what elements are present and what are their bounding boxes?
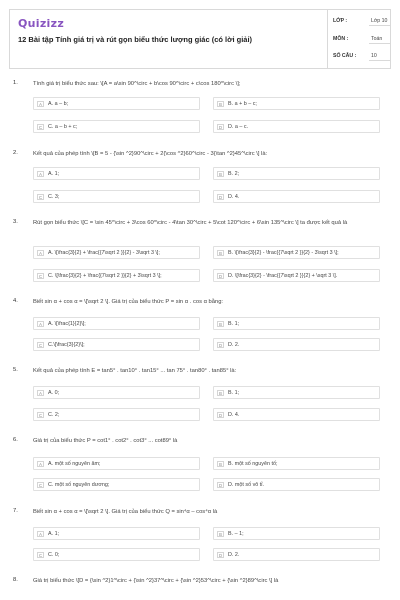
option-letter: C xyxy=(38,343,43,348)
option-letter: A xyxy=(37,461,44,467)
option-a[interactable] xyxy=(33,386,200,399)
option-b[interactable] xyxy=(213,97,380,110)
question-text: Rút gọn biểu thức \[C = \sin 45^\circ + 3\cos 60^\circ - 4\tan 30^\circ + 5\cot 120^\circ + 6\sin 135^\circ \] ta được kết quả là xyxy=(33,220,348,226)
option-c[interactable] xyxy=(33,190,200,203)
question-text: Biết sin α + cos α = \[\sqrt 2 \]. Giá trị của biểu thức P = sin α . cos α bằng: xyxy=(33,299,224,305)
option-letter: C xyxy=(38,413,43,418)
option-text: D. 4. xyxy=(228,194,240,200)
question-number: 1. xyxy=(13,80,18,86)
option-text: A. một số nguyên âm; xyxy=(48,461,101,467)
question-text: Biết sin α + cos α = \[\sqrt 2 \]. Giá trị của biểu thức Q = sin⁴α – cos⁴α là xyxy=(33,509,218,515)
option-text: A. \[\frac{3}{2} + \frac{{7\sqrt 2 }}{2} - 3\sqrt 3 \]; xyxy=(48,250,160,256)
option-letter: A xyxy=(37,250,44,256)
option-b[interactable] xyxy=(213,317,380,330)
option-text: C. a – b + c; xyxy=(48,124,78,130)
question-number: 4. xyxy=(13,298,18,304)
option-letter: D xyxy=(218,553,223,558)
option-a[interactable] xyxy=(33,246,200,259)
option-b[interactable] xyxy=(213,246,380,259)
question-text: Tính giá trị biểu thức sau: \[A = a\sin 90^\circ + b\cos 90^\circ + c\cos 180^\circ \]; xyxy=(33,81,241,87)
option-b[interactable] xyxy=(213,167,380,180)
question-text: Giá trị của biểu thức P = cot1° . cot2° . cot3° ... cot89° là xyxy=(33,438,178,444)
option-letter: A xyxy=(37,531,44,537)
question-number: 7. xyxy=(13,508,18,514)
option-text: A. 0; xyxy=(48,390,60,396)
option-text: D. a – c. xyxy=(228,124,249,130)
option-c[interactable] xyxy=(33,548,200,561)
option-text: B. \[\frac{3}{2} - \frac{{7\sqrt 2 }}{2} - 3\sqrt 3 \]; xyxy=(228,250,339,256)
option-b[interactable] xyxy=(213,527,380,540)
option-text: B. – 1; xyxy=(228,531,244,537)
meta-label: MÔN : xyxy=(333,36,349,42)
option-letter: C xyxy=(38,125,43,130)
option-text: C. 0; xyxy=(48,552,60,558)
option-text: D. \[\frac{3}{2} - \frac{{7\sqrt 2 }}{2} + \sqrt 3 \]. xyxy=(228,273,338,279)
option-text: C. \[\frac{3}{2} + \frac{{7\sqrt 2 }}{2} + 3\sqrt 3 \]; xyxy=(48,273,162,279)
option-letter: B xyxy=(217,101,224,107)
option-letter: B xyxy=(217,171,224,177)
option-d[interactable] xyxy=(213,338,380,351)
meta-value: 10 xyxy=(371,53,377,59)
option-letter: B xyxy=(217,250,224,256)
question-text: Kết quả của phép tính \[B = 5 - {\sin ^2}90^\circ + 2{\cos ^2}60^\circ - 3{\tan ^2}45^\circ \] là: xyxy=(33,151,268,157)
option-text: A. \[\frac{1}{2}\]; xyxy=(48,321,86,327)
question-text: Kết quả của phép tính E = tan5° . tan10° . tan15° ... tan 75° . tan80° . tan85° là: xyxy=(33,368,237,374)
option-d[interactable] xyxy=(213,269,380,282)
option-text: A. 1; xyxy=(48,171,60,177)
option-letter: A xyxy=(37,171,44,177)
option-letter: C xyxy=(38,195,43,200)
option-c[interactable] xyxy=(33,269,200,282)
option-d[interactable] xyxy=(213,408,380,421)
option-text: A. 1; xyxy=(48,531,60,537)
option-text: B. 2; xyxy=(228,171,240,177)
meta-underline xyxy=(369,60,391,61)
option-letter: C xyxy=(38,553,43,558)
option-text: C. một số nguyên dương; xyxy=(48,482,110,488)
question-number: 8. xyxy=(13,577,18,583)
option-text: D. 4. xyxy=(228,412,240,418)
option-text: D. 2. xyxy=(228,552,240,558)
option-letter: B xyxy=(217,321,224,327)
option-a[interactable] xyxy=(33,167,200,180)
option-letter: B xyxy=(217,461,224,467)
option-d[interactable] xyxy=(213,190,380,203)
option-c[interactable] xyxy=(33,408,200,421)
header-divider xyxy=(327,10,328,68)
option-letter: D xyxy=(218,195,223,200)
option-text: D. 2. xyxy=(228,342,240,348)
option-letter: A xyxy=(37,321,44,327)
option-a[interactable] xyxy=(33,97,200,110)
option-letter: C xyxy=(38,274,43,279)
option-text: A. a – b; xyxy=(48,101,69,107)
option-text: B. 1; xyxy=(228,321,240,327)
option-c[interactable] xyxy=(33,478,200,491)
option-letter: D xyxy=(218,413,223,418)
option-text: C. 2; xyxy=(48,412,60,418)
quizizz-logo: Quizizz xyxy=(18,17,65,30)
meta-underline xyxy=(369,43,391,44)
option-b[interactable] xyxy=(213,386,380,399)
option-text: D. một số vô tỉ. xyxy=(228,482,264,488)
option-c[interactable] xyxy=(33,120,200,133)
option-letter: D xyxy=(218,483,223,488)
question-text: Giá trị biểu thức \[D = {\sin ^2}1^\circ + {\sin ^2}37^\circ + {\sin ^2}53^\circ + {\sin ^2}89^\circ \] là xyxy=(33,578,279,584)
option-d[interactable] xyxy=(213,478,380,491)
option-text: B. a + b – c; xyxy=(228,101,257,107)
option-letter: D xyxy=(218,125,223,130)
worksheet-header xyxy=(9,9,391,69)
meta-value: Lớp 10 xyxy=(371,18,388,24)
option-b[interactable] xyxy=(213,457,380,470)
option-a[interactable] xyxy=(33,527,200,540)
option-text: C.\[\frac{3}{2}\]; xyxy=(48,342,85,348)
option-text: B. một số nguyên tố; xyxy=(228,461,278,467)
question-number: 5. xyxy=(13,367,18,373)
worksheet-title: 12 Bài tập Tính giá trị và rút gọn biểu thức lượng giác (có lời giải) xyxy=(18,35,253,44)
meta-label: SỐ CÂU : xyxy=(333,53,357,59)
option-letter: B xyxy=(217,390,224,396)
option-a[interactable] xyxy=(33,457,200,470)
option-letter: A xyxy=(37,101,44,107)
option-a[interactable] xyxy=(33,317,200,330)
meta-label: LỚP : xyxy=(333,18,348,24)
option-text: B. 1; xyxy=(228,390,240,396)
option-d[interactable] xyxy=(213,120,380,133)
option-letter: D xyxy=(218,343,223,348)
meta-value: Toán xyxy=(371,36,383,42)
option-letter: A xyxy=(37,390,44,396)
option-c[interactable] xyxy=(33,338,200,351)
option-d[interactable] xyxy=(213,548,380,561)
question-number: 2. xyxy=(13,150,18,156)
option-letter: B xyxy=(217,531,224,537)
option-letter: C xyxy=(38,483,43,488)
meta-underline xyxy=(369,25,391,26)
question-number: 3. xyxy=(13,219,18,225)
question-number: 6. xyxy=(13,437,18,443)
option-letter: D xyxy=(218,274,223,279)
option-text: C. 3; xyxy=(48,194,60,200)
